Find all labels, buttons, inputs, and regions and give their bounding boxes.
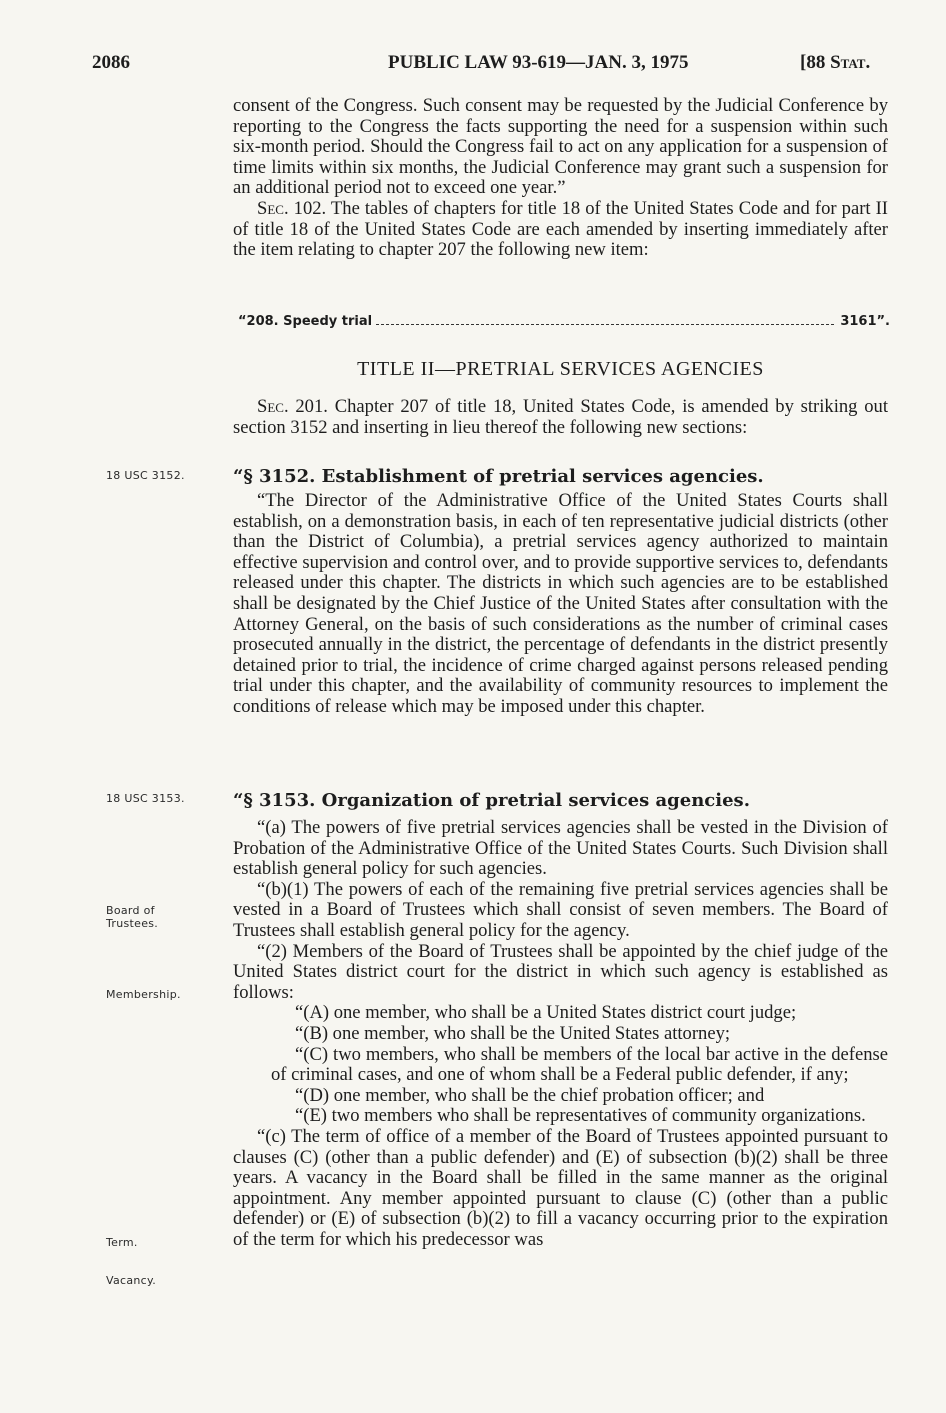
margin-note-term: Term. xyxy=(106,1236,138,1249)
margin-note-usc-3153: 18 USC 3153. xyxy=(106,792,185,805)
section-3153-body xyxy=(233,818,888,1250)
clause-d: “(D) one member, who shall be the chief probation officer; and xyxy=(295,1084,765,1106)
subsection-a: “(a) The powers of five pretrial services agencies shall be vested in the Division of Probation of the Administrative Office of the United States Courts. Such Division shall establish general policy for such agencies. xyxy=(233,817,888,880)
toc-leader-dots xyxy=(376,323,834,325)
sec-201-block xyxy=(233,397,888,438)
section-3152-text: “The Director of the Administrative Office of the United States Courts shall establish, on a demonstration basis, in each of ten representative judicial districts (other than the District of Columbia), a pretrial services agency authorized to maintain effective supervision and control over, and to provide supportive services to, defendants released under this chapter. The districts in which such agencies are to be established shall be designated by the Chief Justice of the United States after consultation with the Attorney General, on the basis of such considerations as the number of criminal cases prosecuted annually in the district, the percentage of defendants in the district presently detained prior to trial, the incidence of crime charged against persons released pending trial under this chapter, and the availability of community resources to implement the conditions of release which may be imposed under this chapter. xyxy=(233,490,888,717)
sec-201-paragraph xyxy=(233,397,888,438)
stat-label: Stat. xyxy=(830,52,871,73)
margin-note-usc-3152: 18 USC 3152. xyxy=(106,469,185,482)
stat-prefix: [88 xyxy=(800,52,831,73)
clause-c: “(C) two members, who shall be members of the local bar active in the defense of criminal cases, and one of whom shall be a Federal public defender, if any; xyxy=(271,1043,888,1086)
section-3152-body xyxy=(233,491,888,718)
title-ii-heading: TITLE II—PRETRIAL SERVICES AGENCIES xyxy=(357,358,764,380)
sec-201-label: Sec. xyxy=(257,396,289,417)
sec-102-label: Sec. xyxy=(257,197,289,219)
margin-note-board-of-trustees: Board of Trustees. xyxy=(106,904,159,930)
sec-102-text: 102. The tables of chapters for title 18 of the United States Code and for part II of title 18 of the United States Code are each amended by inserting immediately after the item relating to chapter 207 the following new item: xyxy=(233,197,888,261)
clause-b: “(B) one member, who shall be the United States attorney; xyxy=(295,1022,731,1044)
page-header xyxy=(0,52,946,80)
page-number: 2086 xyxy=(92,52,130,73)
sec-201-text: 201. Chapter 207 of title 18, United States Code, is amended by striking out section 3152 and inserting in lieu thereof the following new sections: xyxy=(233,396,888,438)
statute-reference xyxy=(800,52,870,74)
subsection-c: “(c) The term of office of a member of the Board of Trustees appointed pursuant to clauses (C) (other than a public defender) and (E) of subsection (b)(2) shall be three years. A vacancy in the Board shall be filled in the same manner as the original appointment. Any member appointed pursuant to clause (C) (other than a public defender) or (E) of subsection (b)(2) to fill a vacancy occurring prior to the expiration of the term for which his predecessor was xyxy=(233,1125,888,1250)
sec-102-paragraph xyxy=(233,199,888,261)
clause-e: “(E) two members who shall be representatives of community organizations. xyxy=(295,1105,866,1127)
table-of-chapters-item xyxy=(238,314,890,329)
toc-item-page: 3161”. xyxy=(840,314,890,329)
clause-a: “(A) one member, who shall be a United States district court judge; xyxy=(295,1002,797,1024)
subsection-b2: “(2) Members of the Board of Trustees shall be appointed by the chief judge of the United States district court for the district in which such agency is established as follows: xyxy=(233,940,888,1003)
section-3153-heading: “§ 3153. Organization of pretrial services agencies. xyxy=(233,790,750,811)
section-3152-heading: “§ 3152. Establishment of pretrial services agencies. xyxy=(233,466,764,487)
subsection-b1: “(b)(1) The powers of each of the remaining five pretrial services agencies shall be vested in a Board of Trustees which shall consist of seven members. The Board of Trustees shall establish general policy for the agency. xyxy=(233,878,888,941)
toc-item-label: “208. Speedy trial xyxy=(238,314,373,329)
consent-paragraph: consent of the Congress. Such consent may be requested by the Judicial Conference by reporting to the Congress the facts supporting the need for a suspension within such six-month period. Should the Congress fail to act on any application for a suspension of time limits within six months, the Judicial Conference may grant such a suspension for an additional period not to exceed one year.” xyxy=(233,95,888,199)
running-title: PUBLIC LAW 93-619—JAN. 3, 1975 xyxy=(388,52,689,73)
margin-note-membership: Membership. xyxy=(106,988,181,1001)
opening-block xyxy=(233,96,888,261)
margin-note-vacancy: Vacancy. xyxy=(106,1274,157,1287)
